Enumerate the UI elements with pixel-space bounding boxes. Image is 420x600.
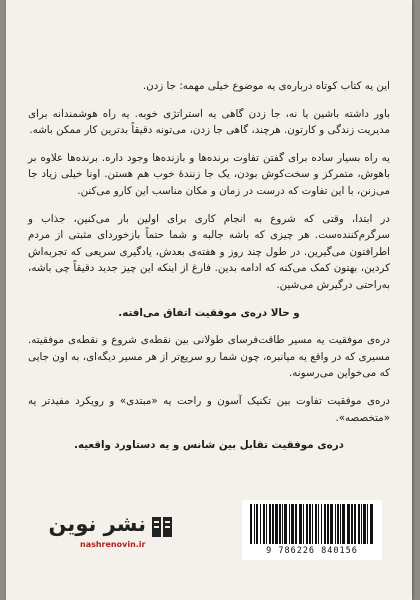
paragraph: در ابتدا، وقتی که شروع به انجام کاری برای اولین بار می‌کنین، جذاب و سرگرم‌کننده‌ست. هر چیزی که باشه جالبه و شما حتماً بازخوردای مثبتی از مردم اطرافتون می‌گیرین. در طول چند روز و هفته‌ی بعدش، یادگیری سریعی که تجربه‌اش کردین، بهتون کمک می‌کنه که ادامه بدین. فارغ از اینکه این چیز جدید دقیقاً چی باشه، به‌راحتی درگیرش می‌شین.: [28, 212, 390, 291]
barcode-bar: [361, 504, 362, 544]
paragraph: دره‌ی موفقیت تفاوت بین تکنیک آسون و راحت یه «مبتدی» و رویکرد مفیدتر یه «متخصصه».: [28, 394, 390, 424]
paragraph: این یه کتاب کوتاه درباره‌ی یه موضوع خیلی مهمه: جا زدن.: [142, 80, 390, 92]
paragraph: دره‌ی موفقیت یه مسیر طاقت‌فرسای طولانی بین نقطه‌ی شروع و نقطه‌ی موفقیته. مسیری که در واقع یه میانبره، چون شما رو سریع‌تر از هر مسیر دیگه‌ای، به اون جایی که می‌خواین می‌رسونه.: [28, 334, 390, 380]
barcode-bar: [260, 504, 261, 544]
barcode-bar: [340, 504, 341, 544]
barcode-bar: [279, 504, 281, 544]
barcode-bar: [306, 504, 308, 544]
barcode-bar: [321, 504, 322, 544]
barcode-bar: [282, 504, 283, 544]
publisher-url: nashrenovin.ir: [80, 540, 146, 549]
barcode-bar: [303, 504, 304, 544]
barcode-bar: [354, 504, 356, 544]
barcode-bars: [248, 504, 376, 546]
barcode-bar: [342, 504, 345, 544]
barcode-bar: [337, 504, 339, 544]
paragraph: دره‌ی موفقیت تقابل بین شانس و یه دستاورد واقعیه.: [74, 439, 344, 452]
barcode-bar: [250, 504, 252, 544]
paragraph: یه راه بسیار ساده برای گفتن تفاوت برنده‌ها و بازنده‌ها وجود داره. برنده‌ها علاوه بر باهوش، متمرکز و سخت‌کوش بودن، یک جا زنندهٔ خوب هم هستن. اونا خیلی زیاد جا می‌زنن، با این تفاوت که درست در زمان و مکان مناسب این کارو می‌کنن.: [28, 151, 390, 197]
barcode-bar: [347, 504, 350, 544]
barcode-bar: [291, 504, 294, 544]
barcode-bar: [330, 504, 333, 544]
barcode-bar: [324, 504, 326, 544]
barcode-bar: [266, 504, 267, 544]
barcode-bar: [295, 504, 297, 544]
barcode-bar: [272, 504, 274, 544]
barcode-bar: [335, 504, 336, 544]
barcode-bar: [318, 504, 319, 544]
barcode-bar: [275, 504, 278, 544]
publisher-logo: [48, 510, 180, 556]
paragraph: و حالا دره‌ی موفقیت اتفاق می‌افته.: [118, 306, 300, 319]
barcode-bar: [367, 504, 368, 544]
barcode-bar: [312, 504, 313, 544]
barcode-bar: [254, 504, 255, 544]
barcode-bar: [370, 504, 373, 544]
barcode-bar: [315, 504, 317, 544]
isbn-number: 9 786226 840156: [266, 546, 358, 556]
barcode-bar: [284, 504, 287, 544]
barcode-bar: [309, 504, 311, 544]
barcode-bar: [289, 504, 290, 544]
barcode-bar: [263, 504, 265, 544]
book-back-cover: [6, 0, 412, 600]
paragraph: باور داشته باشین یا نه، جا زدن گاهی یه استراتژی خوبه. یه راه هوشمندانه برای مدیریت زندگی و کارتون. هرچند، گاهی جا زدن، می‌تونه دقیقاً بدترین کار ممکن باشه.: [28, 107, 390, 137]
barcode-bar: [363, 504, 366, 544]
blurb-text: [28, 78, 390, 465]
barcode-bar: [358, 504, 360, 544]
barcode-bar: [299, 504, 302, 544]
barcode-bar: [327, 504, 329, 544]
barcode-bar: [256, 504, 258, 544]
publisher-name: نشر نوین: [48, 512, 146, 536]
isbn-barcode: [242, 500, 382, 560]
publisher-book-icon: [150, 514, 176, 540]
barcode-bar: [269, 504, 271, 544]
barcode-bar: [351, 504, 353, 544]
